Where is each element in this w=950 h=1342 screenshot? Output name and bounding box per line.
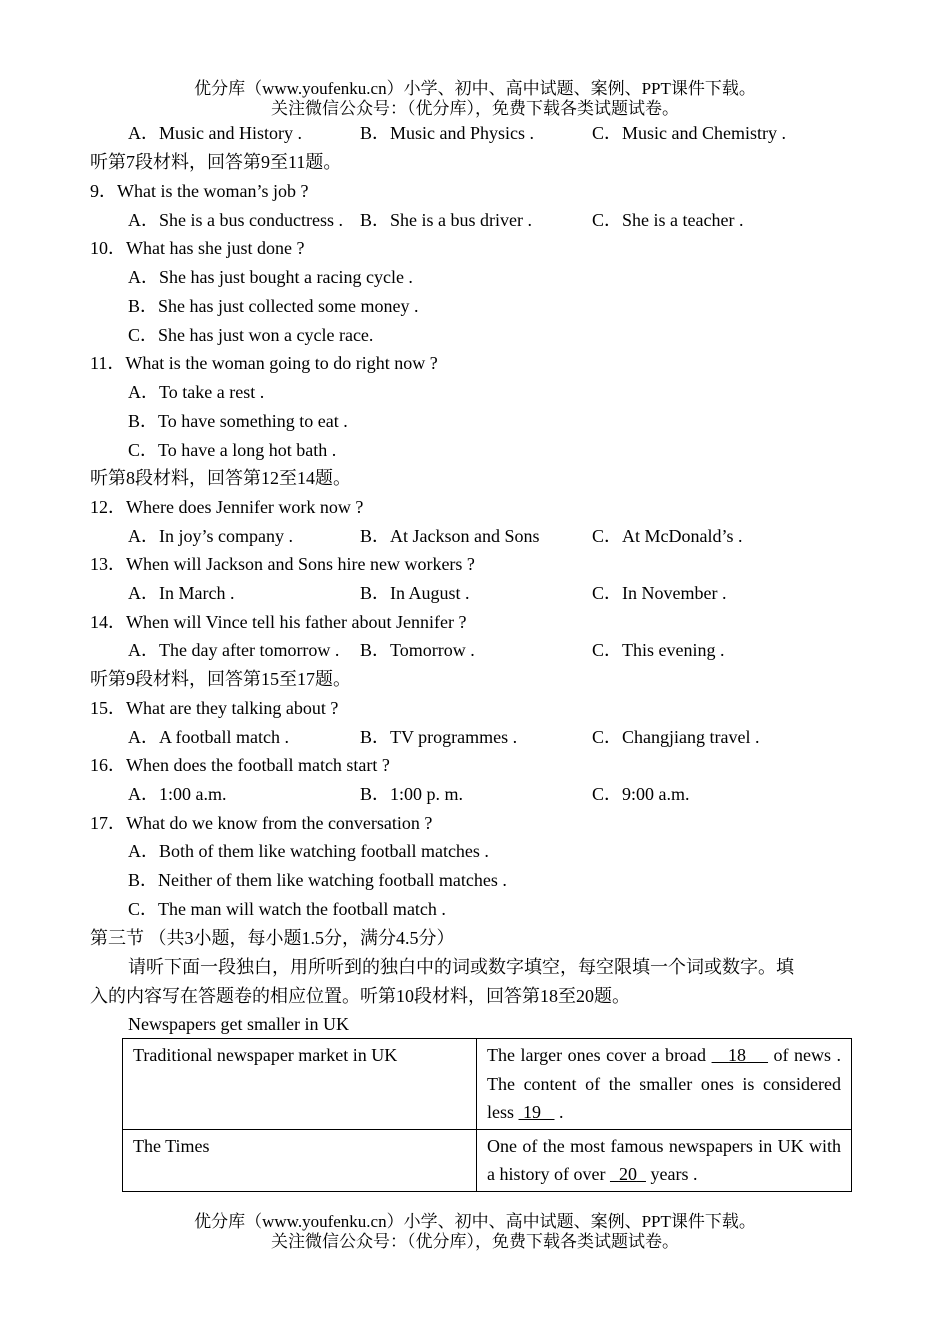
section-8-heading: 听第8段材料，回答第12至14题。	[90, 468, 351, 488]
q8-option-b: B．Music and Physics .	[360, 123, 535, 143]
q8-option-c: C．Music and Chemistry .	[592, 123, 786, 143]
q14-option-c: C．This evening .	[592, 640, 725, 660]
header-line-2: 关注微信公众号：（优分库），免费下载各类试题试卷。	[271, 99, 679, 118]
part-3-instruction-1: 请听下面一段独白，用所听到的独白中的词或数字填空，每空限填一个词或数字。填	[128, 957, 794, 977]
q15-option-c: C．Changjiang travel .	[592, 727, 760, 747]
row2-text-a: One of the most famous newspapers in UK with a history of over	[487, 1135, 841, 1184]
row2-left-text: The Times	[133, 1135, 210, 1156]
section-7-heading: 听第7段材料，回答第9至11题。	[90, 152, 342, 172]
q10-option-b: B．She has just collected some money .	[128, 296, 419, 316]
part-3-instruction-2: 入的内容写在答题卷的相应位置。听第10段材料，回答第18至20题。	[90, 986, 630, 1006]
part-3-title: 第三节 （共3小题，每小题1.5分，满分4.5分）	[90, 928, 455, 948]
q12-option-a: A．In joy’s company .	[128, 526, 293, 546]
table-row	[123, 1039, 852, 1130]
section-9-heading: 听第9段材料，回答第15至17题。	[90, 669, 351, 689]
q11-option-b: B．To have something to eat .	[128, 411, 348, 431]
q14-stem: 14．When will Vince tell his father about Jennifer ?	[90, 612, 467, 632]
row1-right-cell	[477, 1039, 852, 1130]
q9-option-b: B．She is a bus driver .	[360, 210, 532, 230]
fill-in-table	[122, 1038, 852, 1192]
row1-text-c: .	[554, 1102, 564, 1122]
q14-option-b: B．Tomorrow .	[360, 640, 475, 660]
q9-stem: 9．What is the woman’s job ?	[90, 181, 309, 201]
q11-option-a: A．To take a rest .	[128, 382, 265, 402]
blank-20[interactable]: 20	[618, 1164, 637, 1184]
q8-option-a: A．Music and History .	[128, 123, 302, 143]
q15-option-b: B．TV programmes .	[360, 727, 518, 747]
q9-option-c: C．She is a teacher .	[592, 210, 744, 230]
q11-option-c: C．To have a long hot bath .	[128, 440, 337, 460]
q12-option-c: C．At McDonald’s .	[592, 526, 743, 546]
row1-text-b: of news . The content of the smaller ones is considered less	[487, 1045, 842, 1122]
row1-text-a: The larger ones cover a broad	[487, 1045, 712, 1065]
footer-line-1: 优分库（www.youfenku.cn）小学、初中、高中试题、案例、PPT课件下载。	[194, 1212, 756, 1231]
footer-line-2: 关注微信公众号：（优分库），免费下载各类试题试卷。	[271, 1232, 679, 1251]
header-line-1: 优分库（www.youfenku.cn）小学、初中、高中试题、案例、PPT课件下载。	[194, 79, 756, 98]
table-title: Newspapers get smaller in UK	[128, 1014, 349, 1034]
row2-right-cell	[477, 1129, 852, 1191]
q16-option-c: C．9:00 a.m.	[592, 784, 690, 804]
row2-text-b: years .	[645, 1164, 698, 1184]
q13-stem: 13．When will Jackson and Sons hire new workers ?	[90, 554, 475, 574]
q15-option-a: A．A football match .	[128, 727, 289, 747]
q17-option-b: B．Neither of them like watching football matches .	[128, 870, 507, 890]
q12-option-b: B．At Jackson and Sons	[360, 526, 540, 546]
blank-18[interactable]: 18	[728, 1045, 747, 1065]
q10-option-c: C．She has just won a cycle race.	[128, 325, 374, 345]
q13-option-c: C．In November .	[592, 583, 727, 603]
q13-option-b: B．In August .	[360, 583, 470, 603]
q9-option-a: A．She is a bus conductress .	[128, 210, 343, 230]
q10-stem: 10．What has she just done ?	[90, 238, 305, 258]
blank-19[interactable]: 19	[523, 1102, 541, 1122]
q16-option-a: A．1:00 a.m.	[128, 784, 227, 804]
q10-option-a: A．She has just bought a racing cycle .	[128, 267, 413, 287]
q16-option-b: B．1:00 p. m.	[360, 784, 464, 804]
q16-stem: 16．When does the football match start ?	[90, 755, 390, 775]
table-row	[123, 1129, 852, 1191]
q17-option-c: C．The man will watch the football match .	[128, 899, 446, 919]
q17-stem: 17．What do we know from the conversation ?	[90, 813, 433, 833]
q14-option-a: A．The day after tomorrow .	[128, 640, 340, 660]
q12-stem: 12．Where does Jennifer work now ?	[90, 497, 364, 517]
row1-left-cell	[123, 1039, 477, 1130]
q15-stem: 15．What are they talking about ?	[90, 698, 339, 718]
q13-option-a: A．In March .	[128, 583, 235, 603]
row2-left-cell	[123, 1129, 477, 1191]
q17-option-a: A．Both of them like watching football matches .	[128, 841, 489, 861]
row1-left-text: Traditional newspaper market in UK	[133, 1045, 398, 1065]
q11-stem: 11．What is the woman going to do right now ?	[90, 353, 438, 373]
